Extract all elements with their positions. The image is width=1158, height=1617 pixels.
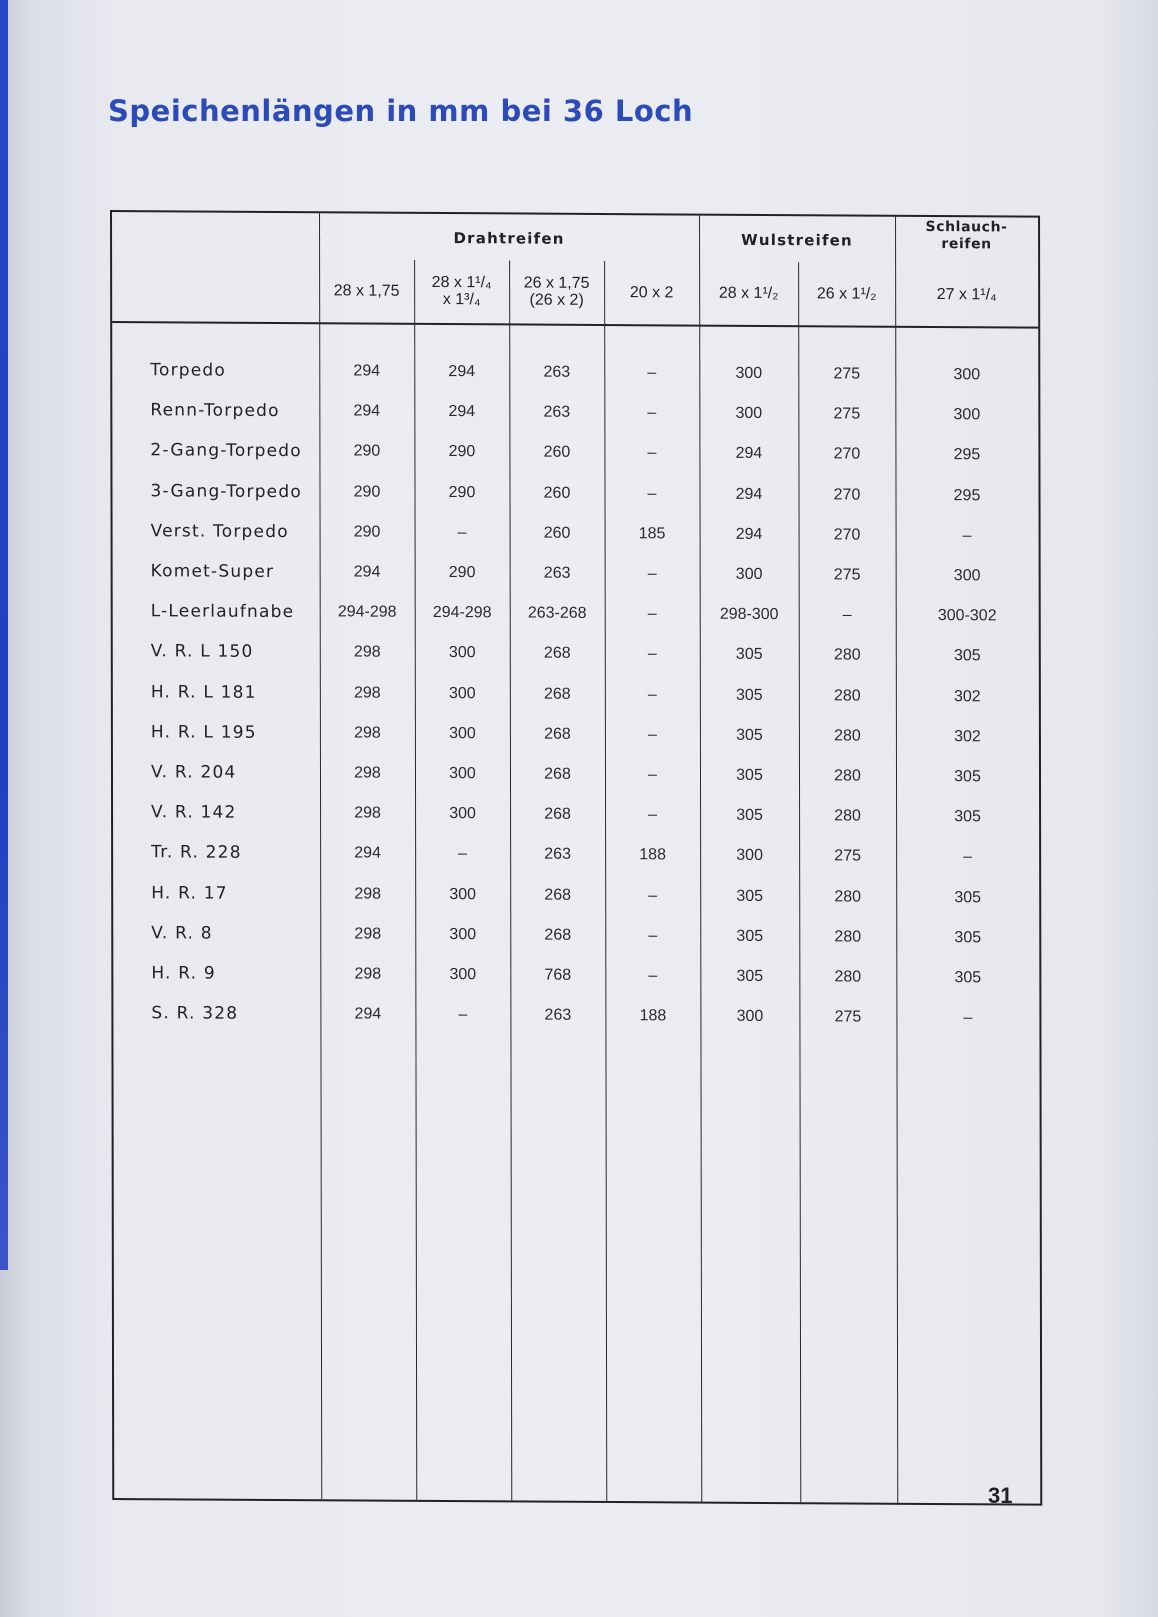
table-cell: 300 — [448, 644, 476, 662]
table-cell: 290 — [353, 523, 381, 541]
table-cell: 300 — [953, 366, 981, 384]
table-cell: 294-298 — [432, 604, 492, 622]
row-label: Verst. Torpedo — [150, 521, 289, 542]
table-cell: 280 — [834, 968, 862, 986]
table-cell: 290 — [353, 483, 381, 501]
table-cell: – — [647, 484, 657, 502]
table-cell: 294 — [448, 403, 476, 421]
table-cell: 298 — [354, 885, 382, 903]
table-cell: 260 — [543, 484, 571, 502]
table-cell: 305 — [954, 768, 981, 786]
table-cell: 300 — [953, 567, 981, 585]
group-header: Schlauch- reifen — [925, 218, 1008, 253]
table-cell: 268 — [544, 926, 572, 944]
table-cell: – — [648, 766, 657, 784]
spoke-length-table — [110, 210, 1042, 1506]
row-label: H. R. L 195 — [150, 722, 257, 743]
table-cell: 295 — [953, 446, 981, 464]
table-cell: – — [962, 526, 972, 545]
table-cell: 298 — [354, 764, 381, 782]
row-label: H. R. 9 — [151, 963, 216, 984]
table-cell: 300 — [449, 925, 477, 944]
row-label: 2-Gang-Torpedo — [150, 440, 302, 462]
column-header: 27 x 1¹/₄ — [936, 285, 997, 303]
table-cell: – — [648, 967, 658, 985]
table-cell: – — [647, 605, 657, 623]
table-cell: 294 — [354, 844, 381, 863]
table-cell: 305 — [735, 646, 763, 664]
table-cell: 260 — [543, 524, 571, 542]
table-cell: 280 — [834, 767, 861, 785]
row-label: Tr. R. 228 — [151, 842, 242, 864]
table-cell: 305 — [736, 967, 764, 985]
table-cell: 275 — [834, 1008, 862, 1026]
table-cell: 294 — [353, 402, 381, 420]
row-label: Renn-Torpedo — [150, 400, 280, 422]
table-cell: 302 — [953, 687, 981, 705]
table-cell: 294 — [735, 445, 763, 463]
table-cell: 300 — [449, 765, 476, 783]
table-cell: 305 — [736, 806, 763, 825]
table-cell: 298 — [353, 684, 381, 702]
table-cell: – — [647, 565, 657, 583]
table-cell: 294 — [354, 1005, 382, 1023]
table-cell: 298 — [354, 724, 381, 742]
table-cell: – — [458, 845, 468, 863]
table-cell: 298-300 — [719, 605, 779, 624]
table-cell: 302 — [954, 727, 981, 746]
table-cell: 294 — [353, 362, 381, 380]
table-cell: 768 — [544, 966, 572, 984]
table-cell: 280 — [833, 646, 861, 664]
table-cell: 305 — [736, 726, 763, 744]
row-label: L-Leerlaufnabe — [150, 601, 295, 623]
table-cell: 263 — [543, 363, 571, 381]
table-cell: 305 — [953, 647, 981, 665]
table-cell: 268 — [544, 886, 572, 904]
table-cell: 294 — [353, 563, 381, 581]
table-cell: 280 — [834, 727, 861, 745]
table-cell: 300 — [449, 885, 477, 903]
table-cell: 280 — [834, 887, 862, 906]
table-cell: – — [647, 645, 657, 663]
binding-edge — [0, 0, 8, 1270]
table-cell: 280 — [834, 928, 862, 946]
row-label: H. R. L 181 — [150, 681, 257, 703]
table-cell: 300 — [449, 966, 477, 984]
column-header: 20 x 2 — [629, 283, 674, 301]
table-cell: 268 — [544, 765, 571, 783]
column-header: 28 x 1¹/₄ x 1³/₄ — [431, 273, 492, 309]
table-cell: 298 — [354, 925, 382, 943]
row-label: 3-Gang-Torpedo — [150, 480, 302, 502]
table-cell: 300 — [735, 364, 763, 382]
table-cell: – — [647, 404, 657, 422]
table-cell: 300-302 — [937, 607, 997, 625]
table-cell: 294 — [735, 525, 763, 543]
table-cell: 305 — [736, 887, 764, 905]
table-cell: 290 — [448, 564, 476, 582]
table-cell: – — [648, 927, 658, 945]
table-cell: 300 — [736, 1007, 764, 1026]
table-cell: 280 — [833, 687, 861, 705]
table-cell: 270 — [833, 526, 861, 544]
table-cell: 290 — [353, 442, 381, 461]
row-label: Komet-Super — [150, 561, 275, 582]
table-cell: 305 — [954, 888, 982, 906]
table-cell: 294 — [448, 363, 476, 381]
row-label: V. R. 142 — [151, 802, 237, 823]
table-cell: – — [648, 806, 658, 824]
table-cell: 294 — [735, 485, 763, 503]
table-cell: 300 — [735, 405, 763, 423]
table-cell: – — [648, 886, 658, 904]
table-cell: 270 — [833, 445, 861, 463]
row-label: Torpedo — [150, 360, 227, 381]
table-cell: – — [963, 1009, 973, 1027]
table-cell: 260 — [543, 444, 571, 462]
table-cell: 268 — [543, 645, 571, 663]
table-cell: 263 — [543, 564, 571, 582]
table-cell: 294-298 — [337, 603, 397, 621]
table-cell: 300 — [735, 565, 763, 583]
table-cell: 290 — [448, 483, 476, 501]
table-cell: 188 — [639, 1007, 667, 1025]
table-cell: 290 — [448, 443, 476, 461]
group-header: Drahtreifen — [453, 229, 565, 248]
table-cell: 263 — [544, 1006, 572, 1024]
table-cell: 280 — [834, 807, 861, 825]
table-cell: 275 — [833, 365, 861, 383]
table-cell: 300 — [953, 406, 981, 424]
column-header: 28 x 1¹/₂ — [718, 284, 779, 302]
table-cell: 275 — [834, 847, 862, 865]
row-label: V. R. L 150 — [150, 641, 254, 663]
row-label: V. R. 204 — [150, 762, 237, 783]
table-cell: 298 — [353, 643, 381, 662]
table-cell: 298 — [354, 804, 381, 822]
table-cell: – — [647, 444, 657, 462]
column-header: 26 x 1¹/₂ — [816, 284, 877, 303]
table-cell: – — [647, 364, 657, 382]
table-cell: 305 — [736, 927, 764, 945]
page-title: Speichenlängen in mm bei 36 Loch — [108, 94, 694, 128]
row-label: S. R. 328 — [151, 1003, 239, 1024]
table-cell: – — [458, 1006, 468, 1024]
column-header: 26 x 1,75 (26 x 2) — [523, 274, 590, 309]
column-header: 28 x 1,75 — [333, 281, 400, 300]
table-cell: 300 — [449, 805, 476, 823]
table-cell: 300 — [736, 847, 763, 865]
table-cell: 263 — [544, 846, 571, 864]
row-label: V. R. 8 — [151, 923, 213, 944]
table-cell: 275 — [833, 405, 861, 423]
table-cell: 188 — [639, 846, 666, 864]
table-cell: – — [457, 523, 467, 541]
row-label: H. R. 17 — [151, 882, 228, 904]
table-cell: 305 — [736, 766, 763, 784]
table-cell: – — [647, 726, 657, 744]
table-cell: 263 — [543, 403, 571, 421]
table-cell: 268 — [543, 685, 571, 703]
table-cell: 300 — [448, 684, 476, 702]
table-cell: 305 — [954, 928, 982, 947]
table-cell: – — [647, 685, 657, 703]
table-cell: 300 — [449, 724, 476, 743]
table-cell: 270 — [833, 486, 861, 504]
table-cell: – — [842, 606, 852, 624]
group-header: Wulstreifen — [741, 230, 853, 250]
table-cell: 305 — [954, 969, 982, 987]
table-cell: 298 — [354, 965, 382, 983]
table-cell: – — [963, 848, 973, 866]
header-divider — [112, 321, 1038, 329]
table-cell: 268 — [544, 805, 571, 823]
table-cell: 185 — [638, 525, 666, 543]
table-cell: 305 — [735, 686, 763, 704]
table-cell: 263-268 — [527, 604, 587, 623]
table-cell: 295 — [953, 486, 981, 504]
table-cell: 305 — [954, 808, 981, 826]
table-cell: 275 — [833, 566, 861, 584]
table-cell: 268 — [544, 725, 571, 743]
page-number: 31 — [988, 1483, 1013, 1508]
